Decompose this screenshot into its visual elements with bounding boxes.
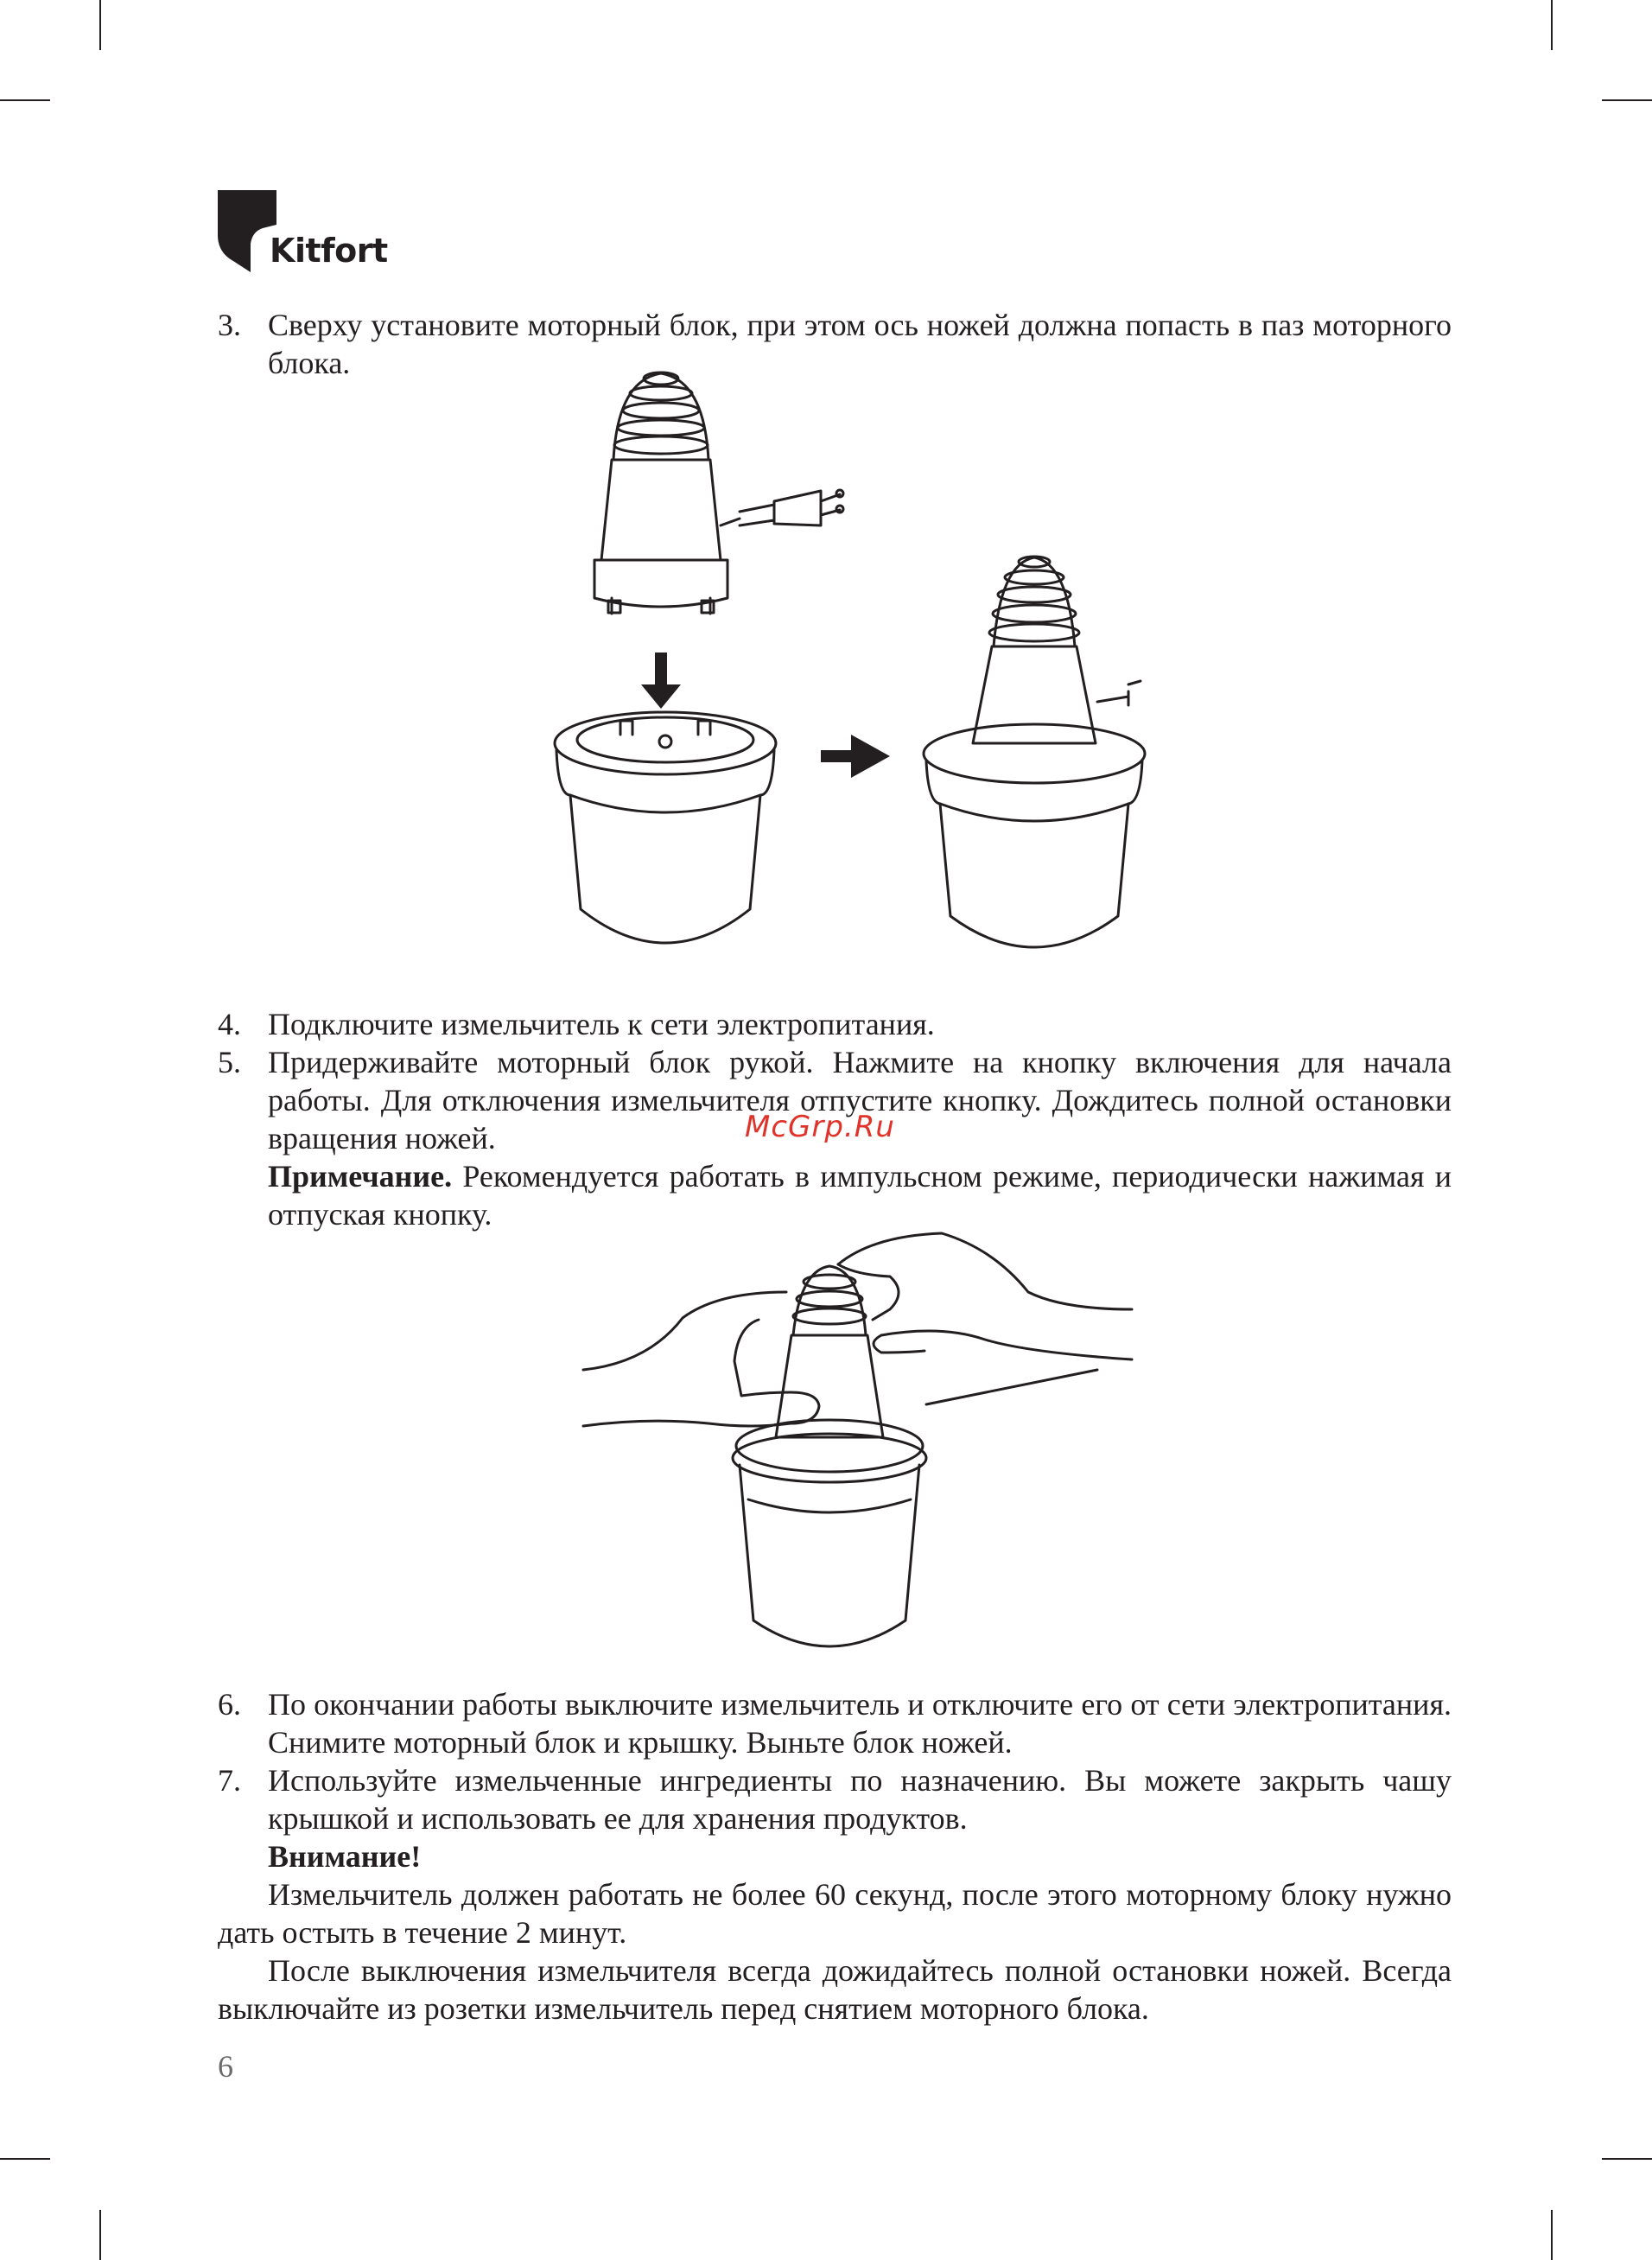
crop-mark (99, 2210, 101, 2260)
list-item (218, 1005, 1452, 1043)
warning-paragraph: Измельчитель должен работать не более 60 секунд, после этого моторному блоку нужно дать остыть в течение 2 минут. (218, 1877, 1452, 1950)
step-number: 7. (218, 1763, 241, 1798)
step-text: Подключите измельчитель к сети электропитания. (268, 1007, 935, 1041)
step-number: 4. (218, 1007, 241, 1041)
step-text: Сверху установите моторный блок, при этом ось ножей должна попасть в паз моторного блока. (268, 308, 1452, 380)
step-text: Придерживайте моторный блок рукой. Нажмите на кнопку включения для начала работы. Для отключения измельчителя отпустите кнопку. Дождитесь полной остановки вращения ножей. (268, 1045, 1452, 1155)
crop-mark (1551, 0, 1553, 50)
crop-mark (1551, 2210, 1553, 2260)
crop-mark (99, 0, 101, 50)
motor-unit-drawing (594, 372, 728, 614)
bowl-with-lid-drawing (555, 712, 776, 943)
page-number: 6 (218, 2049, 233, 2084)
assembled-chopper-drawing (924, 557, 1145, 947)
warning-title: Внимание! (268, 1839, 422, 1874)
crop-mark (0, 99, 50, 101)
step-text: Используйте измельченные ингредиенты по назначению. Вы можете закрыть чашу крышкой и использовать ее для хранения продуктов. (268, 1763, 1452, 1836)
step-number: 3. (218, 308, 241, 342)
note-label: Примечание. (268, 1159, 453, 1194)
crop-mark (1602, 2158, 1652, 2160)
note-text: Рекомендуется работать в импульсном режиме, периодически нажимая и отпуская кнопку. (268, 1159, 1452, 1232)
brand-name: Kitfort (270, 232, 388, 270)
warning-paragraph: После выключения измельчителя всегда дожидайтесь полной остановки ножей. Всегда выключайте из розетки измельчитель перед снятием моторного блока. (218, 1953, 1452, 2026)
step-number: 6. (218, 1687, 241, 1722)
note (218, 1157, 1452, 1233)
list-item (218, 1761, 1452, 1837)
crop-mark (0, 2158, 50, 2160)
watermark: McGrp.Ru (745, 1110, 895, 1144)
power-plug-icon (721, 490, 843, 525)
list-item (218, 1685, 1452, 1761)
steps-bottom (218, 1685, 1452, 2028)
step-text: По окончании работы выключите измельчитель и отключите его от сети электропитания. Снимите моторный блок и крышку. Выньте блок ножей. (268, 1687, 1452, 1760)
step-number: 5. (218, 1045, 241, 1079)
hand-pressing-button-illustration (579, 1223, 1149, 1672)
right-arrow-icon (821, 735, 890, 778)
crop-mark (1602, 99, 1652, 101)
motor-unit-installation-illustration (536, 363, 1192, 985)
down-arrow-icon (641, 653, 681, 709)
